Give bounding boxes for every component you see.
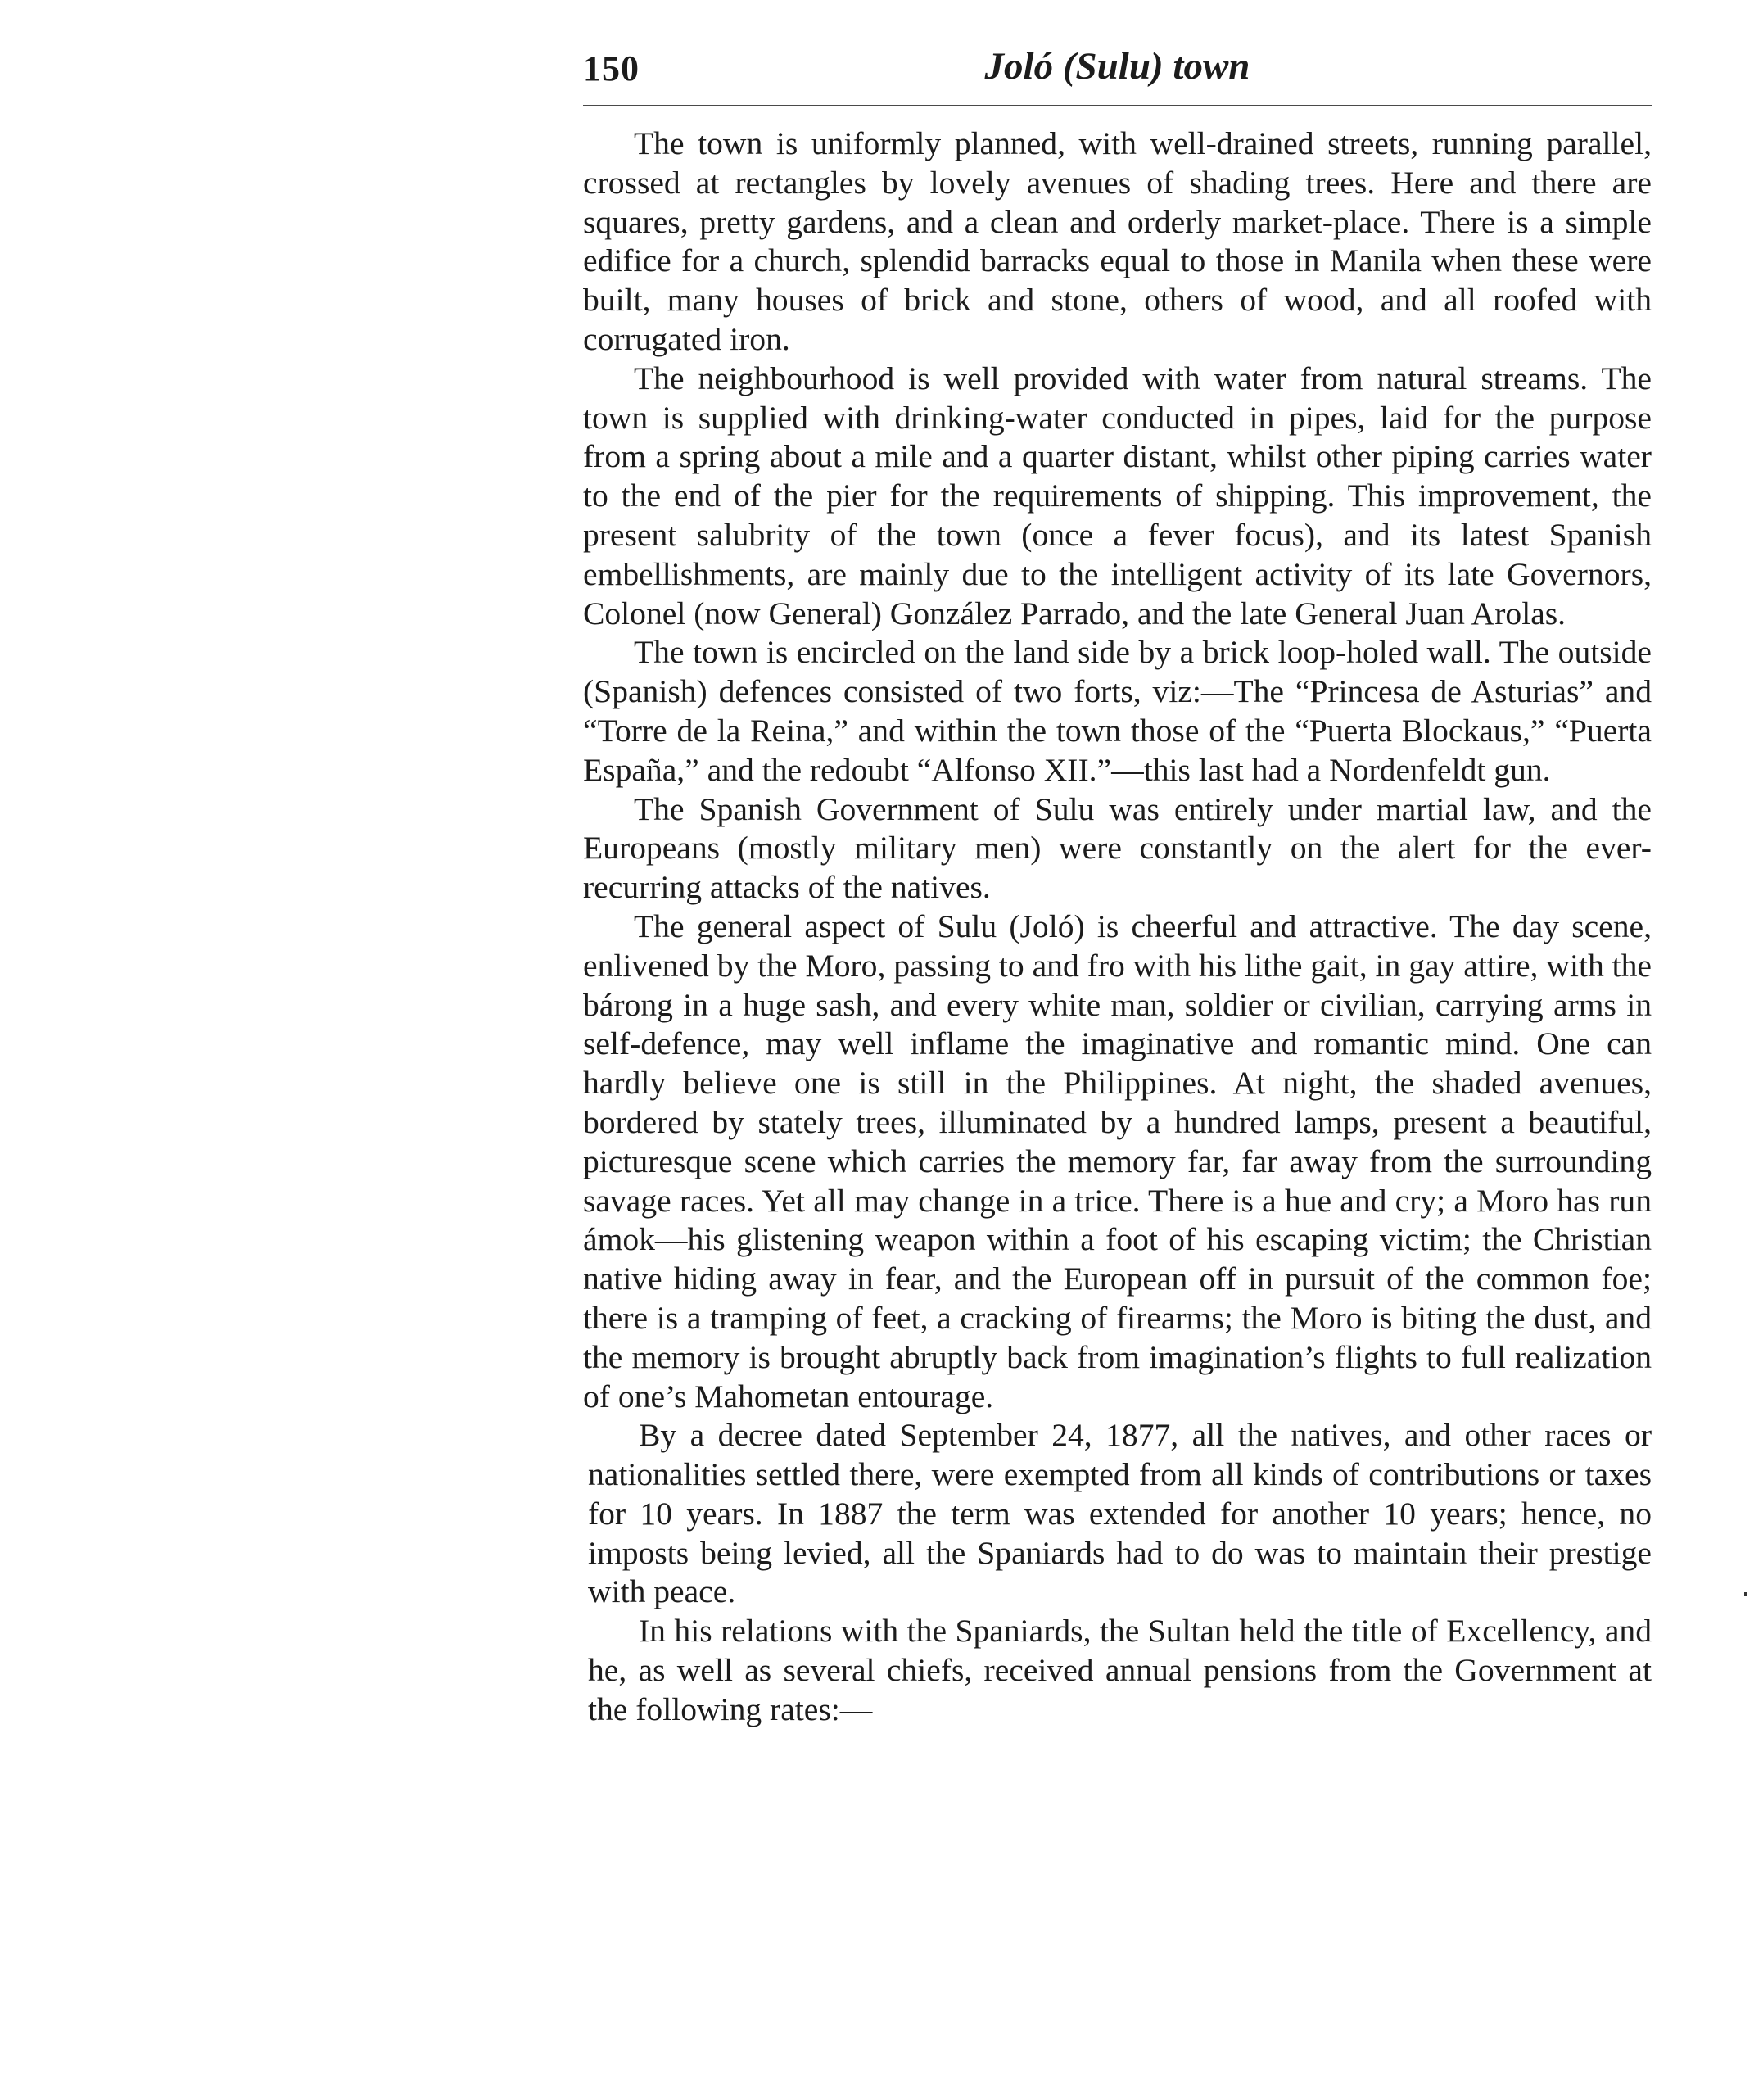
paragraph-martial-law: The Spanish Government of Sulu was entirely under martial law, and the Europeans (mostly military men) were constantly on the alert for the ever-recurring attacks of the natives.	[583, 790, 1652, 906]
page-number: 150	[583, 48, 640, 88]
paragraph-defences: The town is encircled on the land side by a brick loop-holed wall. The outside (Spanish) defences consisted of two forts, viz:—The “Princesa de Asturias” and “Torre de la Reina,” and within the town those of the “Puerta Blockaus,” “Puerta España,” and the redoubt “Alfonso XII.”—this last had a Nordenfeldt gun.	[583, 634, 1652, 788]
paragraph-general-aspect: The general aspect of Sulu (Joló) is cheerful and attractive. The day scene, enlivened by the Moro, passing to and fro with his lithe gait, in gay attire, with the bárong in a huge sash, and every white man, soldier or civilian, carrying arms in self-defence, may well inflame the imaginative and romantic mind. One can hardly believe one is still in the Philippines. At night, the shaded avenues, bordered by stately trees, illuminated by a hundred lamps, present a beautiful, picturesque scene which carries the memory far, far away from the surrounding savage races. Yet all may change in a trice. There is a hue and cry; a Moro has run ámok—his glistening weapon within a foot of his escaping victim; the Christian native hiding away in fear, and the European off in pursuit of the common foe; there is a tramping of feet, a cracking of firearms; the Moro is biting the dust, and the memory is brought abruptly back from imagination’s flights to full realization of one’s Mahometan entourage.	[583, 907, 1652, 1414]
stray-ink-mark	[1744, 1592, 1747, 1596]
paragraph-town-plan: The town is uniformly planned, with well-drained streets, running parallel, crossed at rectangles by lovely avenues of shading trees. Here and there are squares, pretty gardens, and a clean and orderly market-place. There is a simple edifice for a church, splendid barracks equal to those in Manila when these were built, many houses of brick and stone, others of wood, and all roofed with corrugated iron.	[583, 125, 1652, 357]
body-text	[583, 124, 1652, 1730]
running-title: Joló (Sulu) town	[984, 45, 1250, 88]
running-head	[583, 43, 1652, 100]
paragraph-water-supply: The neighbourhood is well provided with water from natural streams. The town is supplied with drinking-water conducted in pipes, laid for the purpose from a spring about a mile and a quarter distant, whilst other piping carries water to the end of the pier for the requirements of shipping. This improvement, the present salubrity of the town (once a fever focus), and its latest Spanish embellishments, are mainly due to the intelligent activity of its late Governors, Colonel (now General) González Parrado, and the late General Juan Arolas.	[583, 360, 1652, 631]
paragraph-tax-decree: By a decree dated September 24, 1877, all the natives, and other races or nationalities settled there, were exempted from all kinds of contributions or taxes for 10 years. In 1887 the term was extended for another 10 years; hence, no imposts being levied, all the Spaniards had to do was to maintain their prestige with peace.	[588, 1417, 1652, 1610]
header-rule	[583, 105, 1652, 106]
paragraph-sultan-pensions: In his relations with the Spaniards, the Sultan held the title of Excellency, and he, as well as several chiefs, received annual pensions from the Government at the following rates:—	[588, 1613, 1652, 1727]
